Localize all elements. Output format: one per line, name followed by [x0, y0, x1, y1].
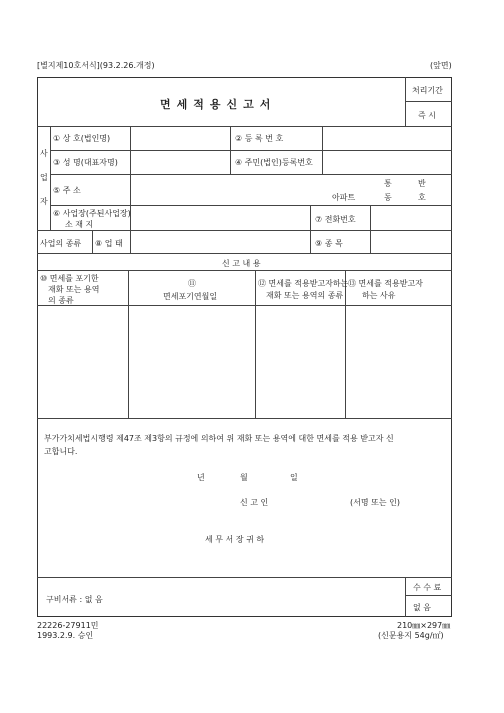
date-day: 일	[290, 473, 298, 482]
col11-number: ⑪	[188, 279, 196, 288]
declaration-line2: 고합니다.	[44, 447, 78, 456]
processing-value: 즉 시	[418, 111, 436, 120]
tong-label: 통	[384, 179, 392, 188]
rule	[345, 270, 346, 418]
item-label: ⑨ 종 목	[315, 239, 343, 248]
form-code: 22226-27911민	[37, 621, 99, 630]
col11-text: 면세포기연월일	[163, 292, 218, 301]
reg-no-label: ② 등 록 번 호	[235, 134, 284, 143]
rule	[405, 577, 406, 617]
fee-value: 없 음	[413, 603, 431, 612]
rule	[310, 205, 311, 230]
page-side: (앞면)	[430, 61, 452, 70]
form-title: 면세적용신고서	[160, 98, 277, 111]
phone-label: ⑦ 전화번호	[315, 215, 356, 224]
rule	[322, 126, 323, 174]
attachments-label: 구비서류 : 없 음	[46, 595, 103, 604]
col12-line2: 재화 또는 용역의 종류	[266, 291, 344, 300]
ban-label: 반	[418, 179, 426, 188]
rule	[37, 577, 452, 578]
dong-label: 동	[384, 193, 392, 202]
report-section-title: 신 고 내 용	[222, 259, 261, 268]
rule	[37, 305, 452, 306]
rule	[50, 205, 452, 206]
rule	[230, 126, 231, 174]
workplace-label-1: ⑥ 사업장(주된사업장)	[53, 209, 131, 218]
col10-line1: ⑩ 면세를 포기한	[40, 274, 99, 283]
rule	[405, 101, 452, 102]
approval-date: 1993.2.9. 승인	[37, 631, 94, 640]
rule	[370, 205, 371, 253]
rule	[37, 270, 452, 271]
declaration-line1: 부가가치세법시행령 제47조 제3항의 규정에 의하여 위 재화 또는 용역에 대한 면세를 적용 받고자 신	[44, 434, 394, 443]
processing-label: 처리기간	[412, 86, 443, 95]
date-month: 월	[240, 473, 248, 482]
category-label: ⑧ 업 태	[95, 239, 123, 248]
date-year: 년	[197, 473, 205, 482]
paper-size: 210㎜×297㎜	[397, 621, 451, 630]
rule	[37, 418, 452, 419]
signature-label: (서명 또는 인)	[350, 498, 400, 507]
apartment-label: 아파트	[332, 193, 356, 202]
business-label-2: 업	[40, 173, 48, 182]
addressee: 세 무 서 장 귀 하	[205, 535, 265, 544]
business-label-1: 사	[40, 149, 48, 158]
col13-line2: 하는 사유	[362, 291, 396, 300]
rule	[310, 230, 311, 253]
paper-type: (신문용지 54g/㎡)	[378, 631, 444, 640]
rule	[128, 270, 129, 418]
address-label: ⑤ 주 소	[53, 186, 81, 195]
rule	[37, 230, 452, 231]
resident-no-label: ④ 주민(법인)등록번호	[235, 158, 313, 167]
reporter-label: 신 고 인	[240, 498, 269, 507]
col10-line2: 재화 또는 용역	[48, 285, 100, 294]
rule	[50, 150, 452, 151]
rule	[50, 174, 452, 175]
col13-line1: ⑬ 면세를 적용받고자	[348, 279, 423, 288]
rule	[130, 126, 131, 253]
col12-line1: ⑫ 면세를 적용받고자하는	[258, 279, 349, 288]
workplace-label-2: 소 재 지	[65, 220, 94, 229]
rule	[405, 77, 406, 126]
biz-type-label: 사업의 종류	[40, 239, 82, 248]
rule	[255, 270, 256, 418]
rule	[37, 253, 452, 254]
rule	[50, 126, 51, 230]
rule	[37, 126, 452, 127]
col10-line3: 의 종류	[48, 296, 74, 305]
trade-name-label: ① 상 호(법인명)	[53, 134, 111, 143]
form-id: [별지제10호서식](93.2.26.개정)	[37, 61, 155, 70]
name-label: ③ 성 명(대표자명)	[53, 158, 118, 167]
rule	[405, 595, 452, 596]
fee-label: 수 수 료	[413, 583, 442, 592]
ho-label: 호	[418, 193, 426, 202]
rule	[92, 230, 93, 253]
business-label-3: 자	[40, 197, 48, 206]
